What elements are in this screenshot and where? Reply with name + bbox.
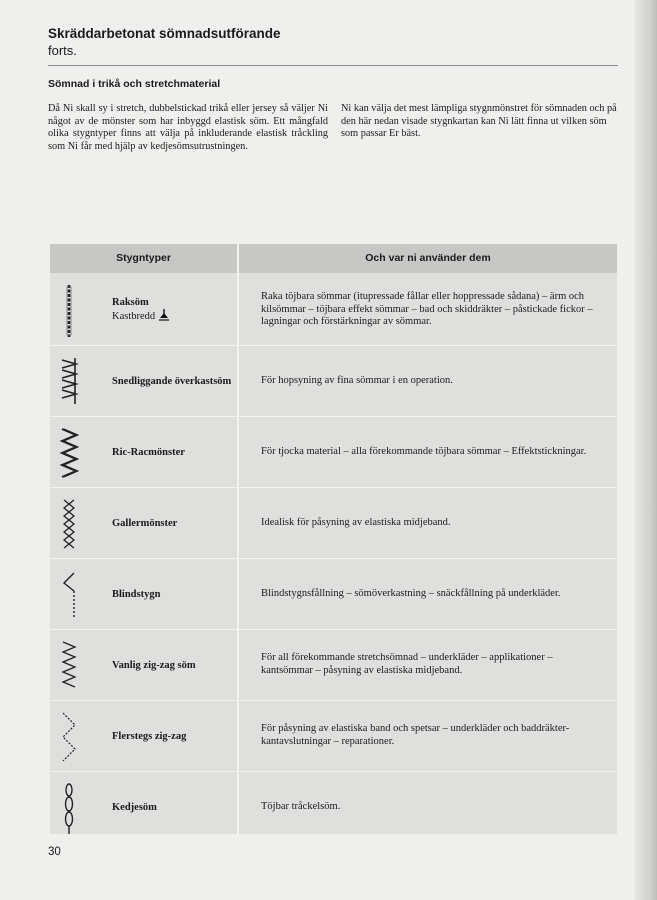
straight-stitch-icon bbox=[54, 279, 84, 341]
table-row bbox=[50, 275, 617, 345]
table-row bbox=[50, 346, 617, 416]
page-edge bbox=[635, 0, 657, 900]
stitch-name: Kedjesöm bbox=[112, 801, 157, 813]
usage-text: För hopsyning av fina sömmar i en operation. bbox=[261, 374, 453, 386]
zigzag-icon bbox=[54, 634, 84, 696]
page-number: 30 bbox=[48, 846, 61, 858]
table-row bbox=[50, 701, 617, 771]
stitch-name: Ric-Racmönster bbox=[112, 446, 185, 458]
stitch-subname: Kastbredd bbox=[112, 311, 156, 322]
intro-paragraph-right: Ni kan välja det mest lämpliga stygnmönstret för sömnaden och på den här nedan visade stygnkartan kan Ni lätt finna ut vilken söm som passar Er bäst. bbox=[341, 103, 617, 140]
stitch-table bbox=[50, 244, 617, 834]
table-row bbox=[50, 772, 617, 842]
usage-text: För tjocka material – alla förekommande töjbara sömmar – Effektstickningar. bbox=[261, 445, 587, 457]
stitch-name: Gallermönster bbox=[112, 517, 178, 529]
stitch-name: Vanlig zig-zag söm bbox=[112, 659, 196, 671]
stitch-name: Raksöm bbox=[112, 296, 149, 308]
stitch-name: Flerstegs zig-zag bbox=[112, 730, 187, 742]
section-heading: Sömnad i trikå och stretchmaterial bbox=[48, 78, 221, 90]
page-subtitle: forts. bbox=[48, 43, 77, 58]
usage-text: Raka töjbara sömmar (itupressade fållar eller hoppressade sådana) – ärm och kilsömmar – töjbara effekt sömmar – bad och skiddräkter – påstickade fickor – lagningar och förstärkningar av sömmar. bbox=[261, 290, 593, 328]
lattice-icon bbox=[54, 492, 84, 554]
table-row bbox=[50, 488, 617, 558]
ric-rac-icon bbox=[54, 421, 84, 483]
chain-stitch-icon bbox=[54, 776, 84, 838]
table-row bbox=[50, 559, 617, 629]
stitch-name: Snedliggande överkastsöm bbox=[112, 375, 232, 387]
table-row bbox=[50, 417, 617, 487]
usage-text: För all förekommande stretchsömnad – underkläder – applikationer – kantsömmar – påsyning av elastiska midjeband. bbox=[261, 652, 553, 676]
header-stitch-types: Stygntyper bbox=[50, 244, 237, 273]
stitch-width-icon bbox=[159, 309, 169, 325]
header-usage: Och var ni använder dem bbox=[239, 244, 617, 273]
slant-overcast-icon bbox=[54, 350, 84, 412]
table-header bbox=[50, 244, 617, 273]
intro-paragraph-left: Då Ni skall sy i stretch, dubbelstickad trikå eller jersey så väljer Ni något av de mönster som har inbyggd elastisk söm. Ett mångfald olika stygntyper finns att välja på inkluderande elastisk tråckling som Ni får med hjälp av kedjesömsutrustningen. bbox=[48, 103, 328, 152]
multi-step-zigzag-icon bbox=[54, 705, 84, 767]
usage-text: Töjbar tråckelsöm. bbox=[261, 800, 341, 812]
usage-text: För påsyning av elastiska band och spetsar – underkläder och baddräkter-kantavslutningar – reparationer. bbox=[261, 723, 570, 747]
page-title: Skräddarbetonat sömnadsutförande bbox=[48, 26, 281, 41]
blind-stitch-icon bbox=[54, 563, 84, 625]
table-row bbox=[50, 630, 617, 700]
top-divider bbox=[48, 65, 618, 66]
stitch-name: Blindstygn bbox=[112, 588, 161, 600]
usage-text: Idealisk för påsyning av elastiska midjeband. bbox=[261, 516, 451, 528]
usage-text: Blindstygnsfållning – sömöverkastning – snäckfållning på underkläder. bbox=[261, 587, 561, 599]
